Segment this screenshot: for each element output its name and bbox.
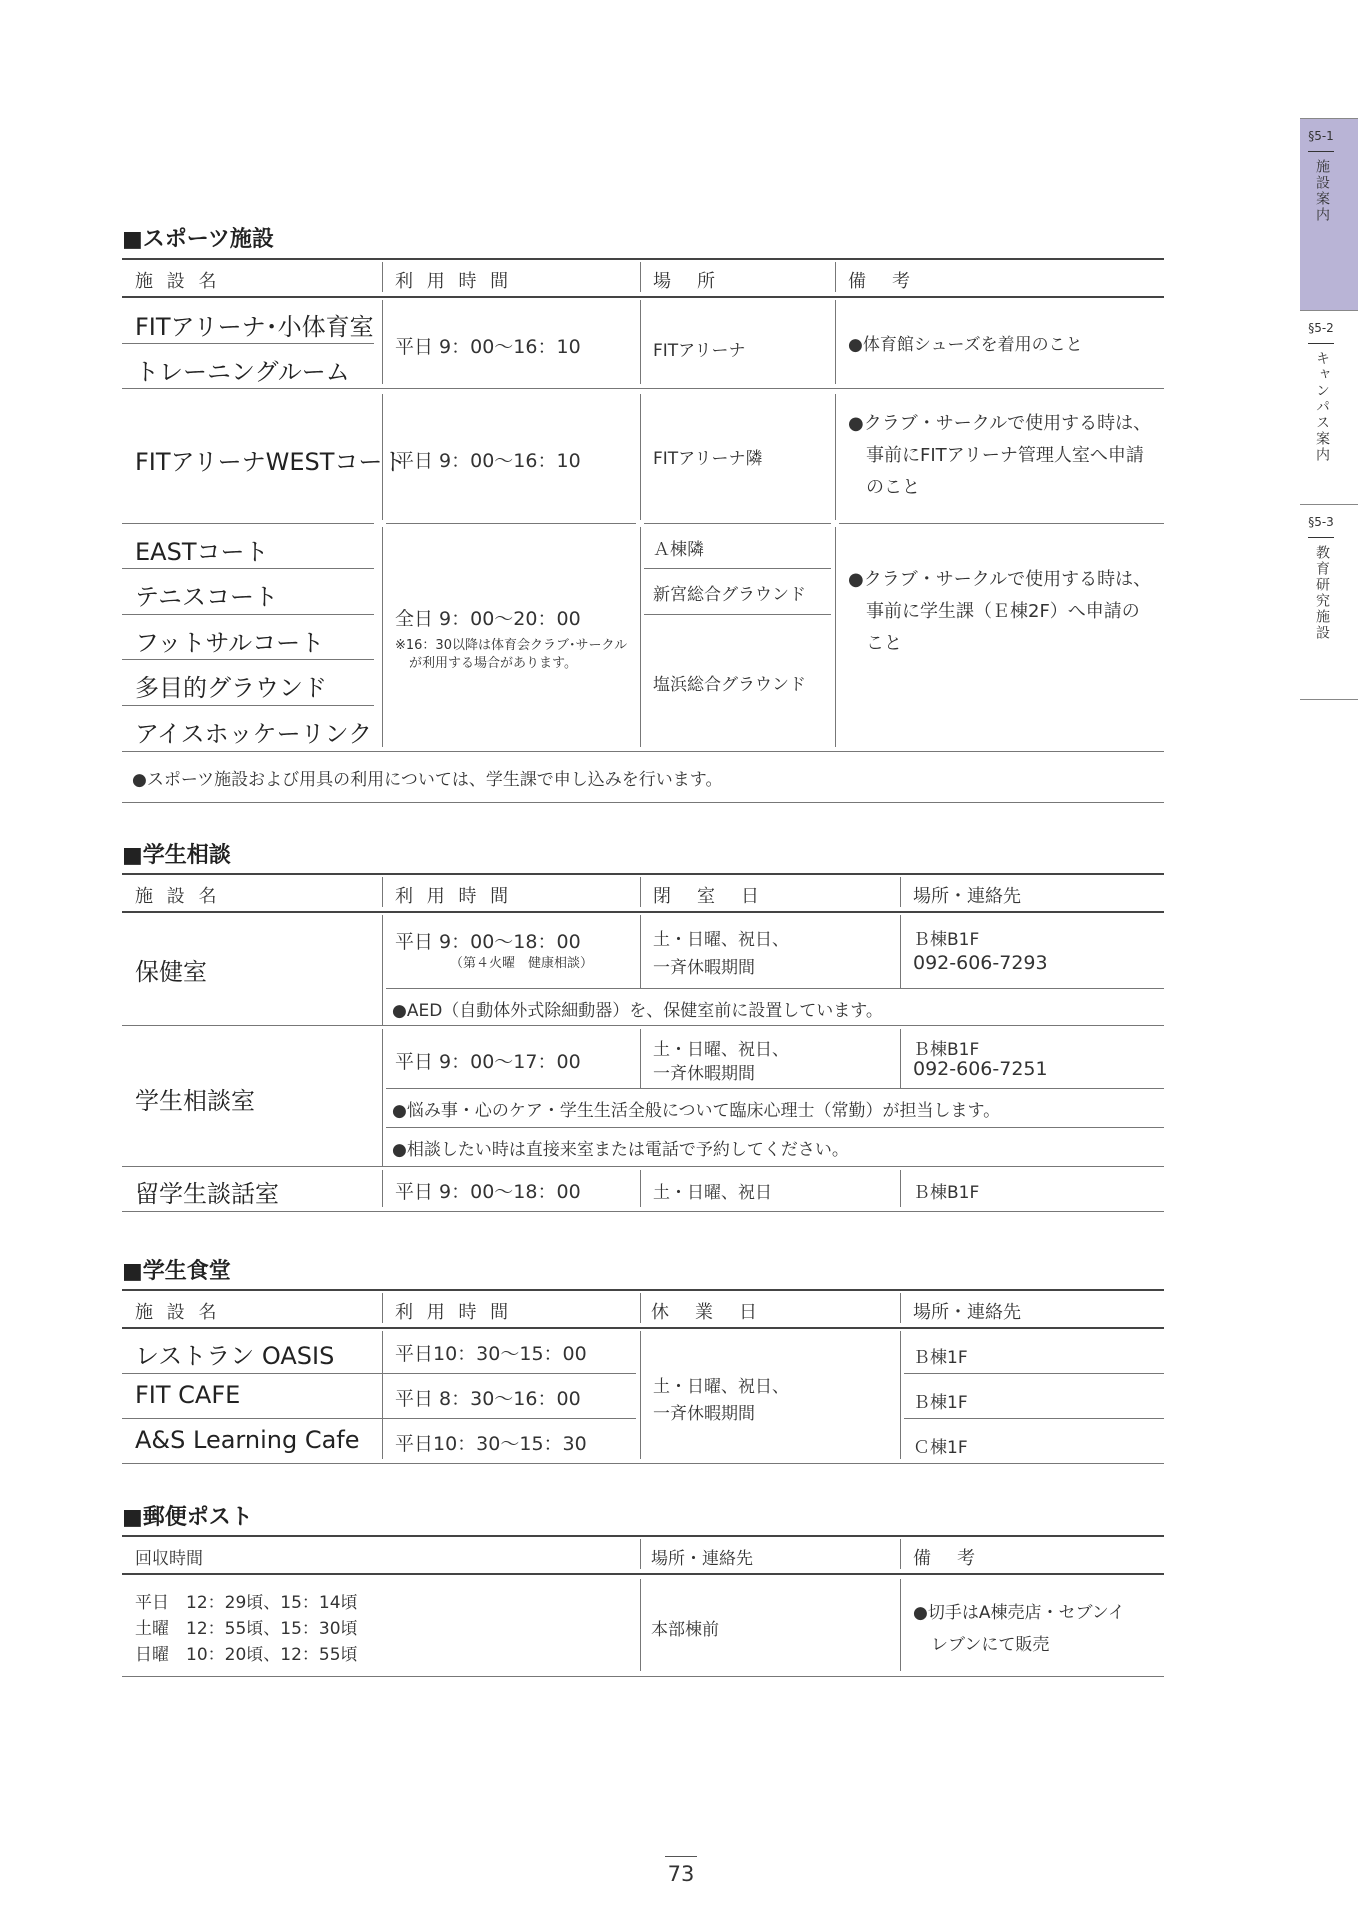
divider — [386, 988, 1164, 989]
divider — [640, 262, 641, 292]
sports-section-title: ■スポーツ施設 — [122, 227, 274, 252]
divider — [900, 877, 901, 907]
counsel-header-name: 施 設 名 — [135, 886, 221, 907]
divider — [904, 1373, 1164, 1374]
side-tab-number: §5-1 — [1308, 129, 1334, 143]
counsel-location: Ｂ棟B1F — [913, 1040, 980, 1060]
divider — [122, 1289, 1164, 1291]
divider — [122, 1418, 636, 1419]
cafeteria-name: レストラン OASIS — [135, 1342, 335, 1370]
divider — [382, 1170, 383, 1207]
cafeteria-header-name: 施 設 名 — [135, 1302, 221, 1323]
divider — [122, 343, 374, 344]
counsel-closed: 土・日曜、祝日、 — [653, 1040, 789, 1060]
counsel-closed: 土・日曜、祝日 — [653, 1183, 772, 1203]
divider — [382, 915, 383, 1025]
counsel-note: ●悩み事・心のケア・学生生活全般について臨床心理士（常勤）が担当します。 — [392, 1101, 1001, 1121]
sports-header-name: 施 設 名 — [135, 271, 221, 292]
divider — [640, 877, 641, 907]
post-header-times: 回収時間 — [135, 1549, 203, 1569]
divider — [382, 262, 383, 292]
post-collection-time: 平日 12：29頃、15：14頃 — [135, 1593, 358, 1613]
divider — [644, 614, 831, 615]
divider — [122, 1535, 1164, 1537]
divider — [122, 873, 1164, 875]
counsel-facility-name: 保健室 — [135, 958, 207, 986]
side-tab-number: §5-3 — [1308, 515, 1334, 529]
cafeteria-section-title: ■学生食堂 — [122, 1259, 231, 1284]
divider — [900, 1170, 901, 1207]
divider — [122, 388, 1164, 389]
divider — [382, 877, 383, 907]
post-collection-time: 日曜 10：20頃、12：55頃 — [135, 1645, 358, 1665]
sports-facility-name: FITアリーナWESTコート — [135, 448, 407, 476]
sports-facility-name: FITアリーナ･小体育室 — [135, 313, 374, 341]
divider — [122, 1463, 1164, 1464]
divider — [122, 258, 1164, 260]
cafeteria-closed: 土・日曜、祝日、 — [653, 1377, 789, 1397]
divider — [900, 1331, 901, 1459]
sports-facility-name: EASTコート — [135, 538, 269, 566]
sports-place: FITアリーナ — [653, 341, 746, 361]
counsel-note: ●AED（自動体外式除細動器）を、保健室前に設置しています。 — [392, 1001, 883, 1021]
divider — [904, 1418, 1164, 1419]
divider — [382, 1029, 383, 1166]
cafeteria-location: Ｂ棟1F — [913, 1348, 968, 1368]
counsel-time: 平日 9：00〜17：00 — [395, 1051, 581, 1073]
sports-remark — [848, 566, 1151, 662]
sports-facility-name: 多目的グラウンド — [135, 674, 327, 702]
divider — [122, 1327, 1164, 1329]
counsel-header-time: 利 用 時 間 — [395, 886, 513, 907]
counsel-location: Ｂ棟B1F — [913, 930, 980, 950]
side-tab-number: §5-2 — [1308, 321, 1334, 335]
side-tab-5-2[interactable] — [1300, 310, 1358, 505]
sports-remark — [848, 410, 1151, 506]
page-number: 73 — [667, 1862, 695, 1886]
divider — [122, 1211, 1164, 1212]
side-tab-5-1[interactable] — [1300, 118, 1358, 311]
side-tab-label: キャンパス案内 — [1314, 351, 1330, 463]
divider — [122, 568, 374, 569]
divider — [839, 523, 1164, 524]
divider — [382, 527, 383, 747]
counsel-header-closed: 閉 室 日 — [653, 886, 763, 907]
counsel-closed: 一斉休暇期間 — [653, 958, 755, 978]
sports-facility-name: アイスホッケーリンク — [135, 720, 373, 748]
counsel-closed: 一斉休暇期間 — [653, 1064, 755, 1084]
divider — [640, 1170, 641, 1207]
post-location: 本部棟前 — [651, 1620, 719, 1640]
divider — [900, 915, 901, 988]
divider — [900, 1579, 901, 1671]
sports-place: 塩浜総合グラウンド — [653, 675, 806, 695]
divider — [640, 1293, 641, 1323]
divider — [122, 911, 1164, 913]
divider — [640, 1331, 641, 1459]
counsel-time: 平日 9：00〜18：00 — [395, 931, 581, 953]
sports-remark: ●体育館シューズを着用のこと — [848, 335, 1083, 355]
sports-time: 平日 9：00〜16：10 — [395, 450, 581, 472]
divider — [386, 1088, 1164, 1089]
sports-facility-name: テニスコート — [135, 583, 279, 611]
cafeteria-time: 平日10：30〜15：30 — [395, 1433, 587, 1455]
sports-footnote: ●スポーツ施設および用具の利用については、学生課で申し込みを行います。 — [132, 770, 723, 790]
counsel-location: Ｂ棟B1F — [913, 1183, 980, 1203]
counsel-time: 平日 9：00〜18：00 — [395, 1181, 581, 1203]
post-section-title: ■郵便ポスト — [122, 1505, 253, 1530]
sports-place: Ａ棟隣 — [653, 540, 704, 560]
counsel-phone: 092-606-7293 — [913, 952, 1048, 974]
sports-facility-name: トレーニングルーム — [135, 358, 350, 386]
side-tab-5-3[interactable] — [1300, 504, 1358, 700]
post-header-location: 場所・連絡先 — [651, 1549, 753, 1569]
divider — [122, 1373, 636, 1374]
divider — [835, 262, 836, 292]
cafeteria-location: Ｃ棟1F — [913, 1438, 968, 1458]
post-remark: レブンにて販売 — [931, 1635, 1050, 1655]
divider — [386, 1127, 1164, 1128]
divider — [640, 300, 641, 384]
sports-header-time: 利 用 時 間 — [395, 271, 513, 292]
counsel-note: ●相談したい時は直接来室または電話で予約してください。 — [392, 1140, 849, 1160]
cafeteria-header-closed: 休 業 日 — [651, 1302, 761, 1323]
divider — [640, 915, 641, 988]
counsel-header-location: 場所・連絡先 — [913, 886, 1021, 907]
side-tab-divider — [1308, 343, 1334, 344]
divider — [835, 527, 836, 747]
divider — [640, 1579, 641, 1671]
counsel-phone: 092-606-7251 — [913, 1058, 1048, 1080]
divider — [900, 1293, 901, 1323]
divider — [382, 1293, 383, 1323]
divider — [122, 1573, 1164, 1575]
cafeteria-name: FIT CAFE — [135, 1381, 241, 1409]
page-number-rule — [665, 1856, 697, 1857]
sports-time: 全日 9：00〜20：00 — [395, 608, 581, 630]
post-remark: ●切手はA棟売店・セブンイ — [913, 1603, 1125, 1623]
sports-header-remarks: 備 考 — [848, 271, 914, 292]
sports-place: 新宮総合グラウンド — [653, 585, 806, 605]
sports-time-note: ※16：30以降は体育会クラブ･サークル — [395, 638, 628, 653]
counsel-closed: 土・日曜、祝日、 — [653, 930, 789, 950]
cafeteria-header-location: 場所・連絡先 — [913, 1302, 1021, 1323]
cafeteria-closed: 一斉休暇期間 — [653, 1404, 755, 1424]
divider — [640, 1029, 641, 1088]
sports-time: 平日 9：00〜16：10 — [395, 336, 581, 358]
sports-time-note: が利用する場合があります。 — [409, 656, 577, 671]
divider — [382, 1331, 383, 1459]
post-collection-time: 土曜 12：55頃、15：30頃 — [135, 1619, 358, 1639]
cafeteria-name: A&S Learning Cafe — [135, 1426, 360, 1454]
remark-line: ●クラブ・サークルで使用する時は、 — [848, 569, 1152, 590]
remark-line: 事前に学生課（Ｅ棟2F）へ申請の — [866, 601, 1140, 622]
divider — [122, 523, 374, 524]
counsel-time-sub: （第４火曜 健康相談） — [450, 956, 594, 971]
divider — [386, 523, 636, 524]
sports-header-place: 場 所 — [653, 271, 719, 292]
sports-facility-name: フットサルコート — [135, 629, 325, 657]
divider — [835, 300, 836, 384]
divider — [640, 527, 641, 747]
divider — [900, 1029, 901, 1088]
divider — [122, 659, 374, 660]
remark-line: ●クラブ・サークルで使用する時は、 — [848, 413, 1152, 434]
divider — [382, 300, 383, 384]
divider — [644, 523, 831, 524]
counsel-facility-name: 学生相談室 — [135, 1087, 255, 1115]
divider — [640, 1539, 641, 1569]
divider — [640, 394, 641, 520]
sports-place: FITアリーナ隣 — [653, 449, 763, 469]
side-tab-divider — [1308, 537, 1334, 538]
remark-line: 事前にFITアリーナ管理人室へ申請 — [866, 445, 1144, 466]
remark-line: こと — [866, 633, 902, 654]
cafeteria-time: 平日10：30〜15：00 — [395, 1343, 587, 1365]
cafeteria-header-time: 利 用 時 間 — [395, 1302, 513, 1323]
post-header-remarks: 備 考 — [913, 1548, 979, 1569]
side-tab-label: 教育研究施設 — [1314, 545, 1330, 641]
side-tab-label: 施設案内 — [1314, 159, 1330, 223]
divider — [122, 802, 1164, 803]
counsel-facility-name: 留学生談話室 — [135, 1180, 279, 1208]
divider — [835, 394, 836, 520]
cafeteria-location: Ｂ棟1F — [913, 1393, 968, 1413]
divider — [644, 568, 831, 569]
divider — [122, 614, 374, 615]
remark-line: のこと — [866, 477, 920, 498]
divider — [122, 1166, 1164, 1167]
counsel-section-title: ■学生相談 — [122, 843, 231, 868]
cafeteria-time: 平日 8：30〜16：00 — [395, 1388, 581, 1410]
divider — [122, 1676, 1164, 1677]
side-tab-divider — [1308, 151, 1334, 152]
divider — [122, 751, 1164, 752]
divider — [900, 1539, 901, 1569]
divider — [122, 1025, 1164, 1026]
divider — [122, 296, 1164, 298]
divider — [122, 705, 374, 706]
